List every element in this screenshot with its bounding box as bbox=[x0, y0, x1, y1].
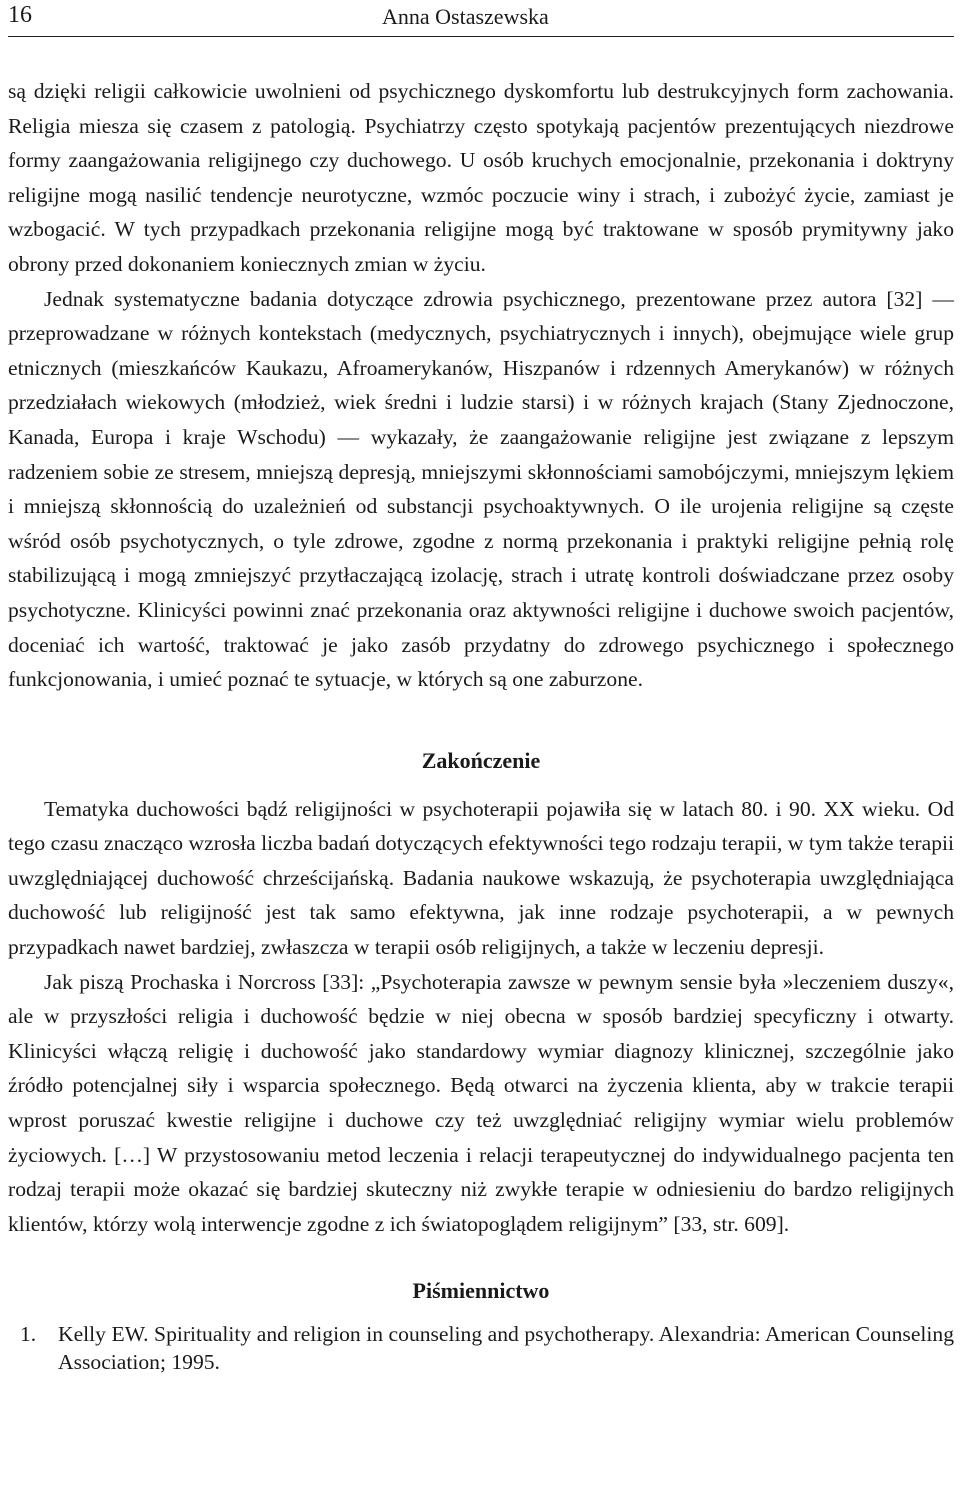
main-text bbox=[8, 74, 954, 1376]
paragraph-quote: Jak piszą Prochaska i Norcross [33]: „Psychoterapia zawsze w pewnym sensie była »leczeniem duszy«, ale w przyszłości religia i duchowość będzie w niej obecna w sposób bardziej specyficzny i otwarty. Klinicyści włączą religię i duchowość jako standardowy wymiar diagnozy klinicznej, szczególnie jako źródło potencjalnej siły i wsparcia społecznego. Będą otwarci na życzenia klienta, aby w trakcie terapii wprost poruszać kwestie religijne i duchowe czy też uwzględniać religijny wymiar wielu problemów życiowych. […] W przystosowaniu metod leczenia i relacji terapeutycznej do indywidualnego pacjenta ten rodzaj terapii może okazać się bardziej skuteczny niż zwykłe terapie w odniesieniu do bardzo religijnych klientów, którzy wolą interwencje zgodne z ich światopoglądem religijnym” [33, str. 609]. bbox=[8, 969, 954, 1236]
paragraph: Jednak systematyczne badania dotyczące zdrowia psychicznego, prezentowane przez autora [32] — przeprowadzane w różnych kontekstach (medycznych, psychiatrycznych i innych), obejmujące wiele grup etnicznych (mieszkańców Kaukazu, Afroamerykanów, Hiszpanów i rdzennych Amerykanów) w różnych przedziałach wiekowych (młodzież, wiek średni i ludzie starsi) i w różnych krajach (Stany Zjednoczone, Kanada, Europa i kraje Wschodu) — wykazały, że zaangażowanie religijne jest związane z lepszym radzeniem sobie ze stresem, mniejszą depresją, mniejszymi skłonnościami samobójczymi, mniejszym lękiem i mniejszą skłonnością do uzależnień od substancji psychoaktywnych. O ile urojenia religijne są częste wśród osób psychotycznych, o tyle zdrowe, zgodne z normą przekonania i praktyki religijne pełnią rolę stabilizującą i mogą zmniejszyć przytłaczającą izolację, strach i utratę kontroli doświadczane przez osoby psychotyczne. Klinicyści powinni znać przekonania oraz aktywności religijne i duchowe swoich pacjentów, doceniać ich wartość, traktować je jako zasób przydatny do zdrowego psychicznego i społecznego funkcjonowania, i umieć poznać te sytuacje, w których są one zaburzone. bbox=[8, 286, 954, 692]
reference-item bbox=[8, 1320, 954, 1376]
document-page bbox=[8, 0, 954, 1376]
section-heading-conclusion: Zakończenie bbox=[421, 747, 541, 773]
page-number: 16 bbox=[8, 2, 32, 28]
reference-list bbox=[8, 1320, 954, 1376]
reference-text: Kelly EW. Spirituality and religion in counseling and psychotherapy. Alexandria: American Counseling Association; 1995. bbox=[58, 1322, 954, 1375]
paragraph: Tematyka duchowości bądź religijności w psychoterapii pojawiła się w latach 80. i 90. XX wieku. Od tego czasu znacząco wzrosła liczba badań dotyczących efektywności tego rodzaju terapii, w tym także terapii uwzględniającej duchowość chrześcijańską. Badania naukowe wskazują, że psychoterapia uwzględniająca duchowość lub religijność jest tak samo efektywna, jak inne rodzaje psychoterapii, a w pewnych przypadkach nawet bardziej, zwłaszcza w terapii osób religijnych, a także w leczeniu depresji. bbox=[8, 796, 954, 960]
section-heading-references: Piśmiennictwo bbox=[412, 1278, 550, 1304]
paragraph-continued: są dzięki religii całkowicie uwolnieni od psychicznego dyskomfortu lub destrukcyjnych form zachowania. Religia miesza się czasem z patologią. Psychiatrzy często spotykają pacjentów prezentujących niezdrowe formy zaangażowania religijnego czy duchowego. U osób kruchych emocjonalnie, przekonania i doktryny religijne mogą nasilić tendencje neurotyczne, wzmóc poczucie winy i strach, i zubożyć życie, zamiast je wzbogacić. W tych przypadkach przekonania religijne mogą być traktowane w sposób prymitywny jako obrony przed dokonaniem koniecznych zmian w życiu. bbox=[8, 79, 954, 276]
running-head-author: Anna Ostaszewska bbox=[382, 4, 549, 29]
page-header bbox=[8, 0, 954, 37]
reference-number: 1. bbox=[20, 1322, 37, 1347]
